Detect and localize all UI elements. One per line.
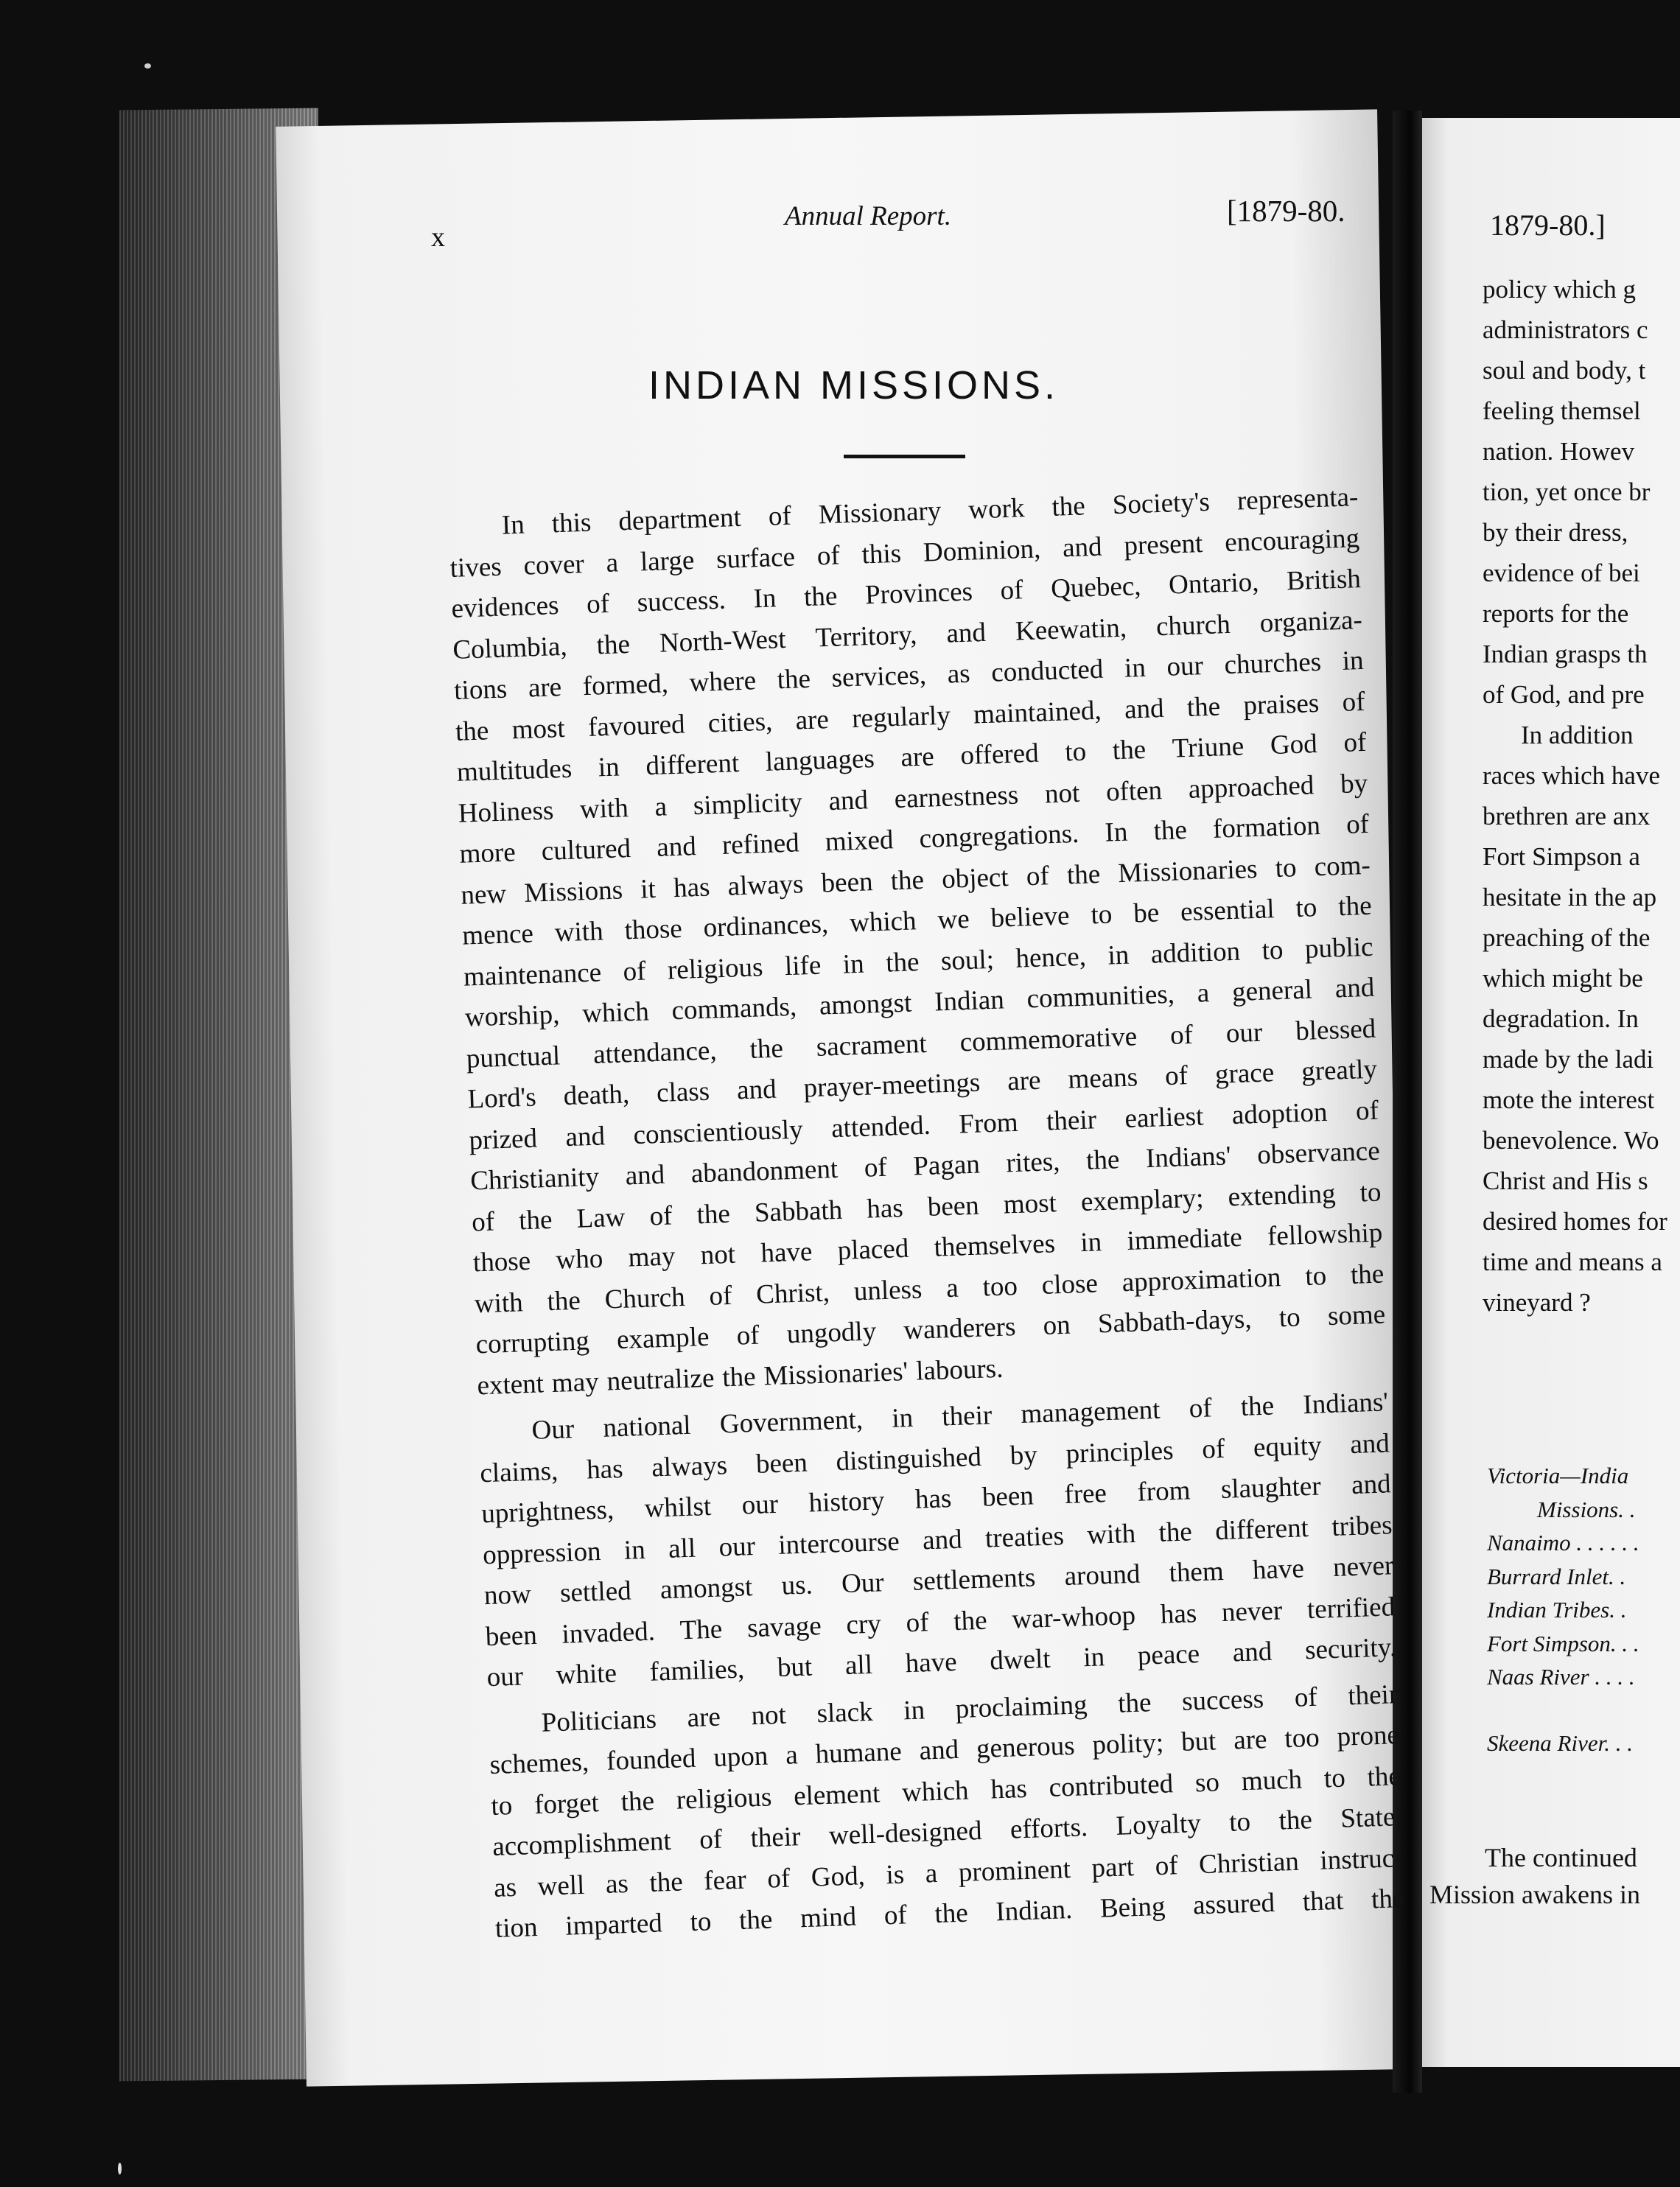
body-line: accomplishment of their well-designed efforts. Loyalty to the State, (491, 1802, 1403, 1862)
body-line: schemes, founded upon a humane and generous polity; but are too prone (489, 1720, 1400, 1781)
text-line: nation. Howev (1483, 437, 1635, 466)
text-line: administrators c (1483, 315, 1648, 344)
body-line: corrupting example of ungodly wanderers on Sabbath-days, to some (475, 1299, 1386, 1360)
body-line: prized and conscientiously attended. From their earliest adoption of (468, 1095, 1379, 1156)
running-head-year: [1879-80. (1227, 194, 1345, 228)
body-line: with the Church of Christ, unless a too close approximation to the (474, 1258, 1385, 1319)
text-line: feeling themsel (1483, 396, 1641, 425)
text-line: time and means a (1483, 1248, 1662, 1276)
body-line: tions are formed, where the services, as conducted in our churches in (453, 645, 1365, 706)
body-line: In this department of Missionary work the Society's representa- (501, 482, 1359, 541)
title-rule (844, 455, 965, 458)
body-line: multitudes in different languages are offered to the Triune God of (456, 727, 1367, 788)
list-item: Missions. . (1537, 1496, 1636, 1522)
body-line: Lord's death, class and prayer-meetings are means of grace greatly (466, 1054, 1378, 1115)
text-line: by their dress, (1483, 518, 1628, 547)
text-line: degradation. In (1483, 1004, 1639, 1033)
body-line: Politicians are not slack in proclaiming the success of their (541, 1679, 1399, 1738)
body-line: more cultured and refined mixed congregations. In the formation of (458, 808, 1370, 869)
text-line: hesitate in the ap (1483, 883, 1657, 911)
body-line: Columbia, the North-West Territory, and Keewatin, church organiza- (452, 604, 1363, 665)
body-line: punctual attendance, the sacrament commemorative of our blessed (466, 1013, 1376, 1074)
text-line: brethren are anx (1483, 802, 1651, 830)
body-line: now settled amongst us. Our settlements around them have never (483, 1550, 1394, 1612)
text-line: made by the ladi (1483, 1045, 1654, 1074)
running-head: Annual Report. (785, 201, 952, 231)
text-line: races which have (1483, 761, 1660, 790)
page-number: x (431, 222, 445, 253)
text-line: Christ and His s (1483, 1166, 1648, 1195)
right-page-text (1483, 269, 1667, 1323)
right-mission-list (1487, 1459, 1639, 1760)
scan-speck (118, 2163, 122, 2174)
body-line: maintenance of religious life in the soul; hence, in addition to public (463, 931, 1374, 993)
right-running-head-year: 1879-80.] (1490, 209, 1606, 242)
body-line: mence with those ordinances, which we believe to be essential to the (461, 890, 1373, 951)
body-line: new Missions it has always been the object of the Missionaries to com- (460, 850, 1371, 911)
text-line: tion, yet once br (1483, 477, 1651, 506)
body-line: oppression in all our intercourse and treaties with the different tribes (482, 1509, 1393, 1570)
text-line: reports for the (1483, 599, 1629, 628)
list-item: Burrard Inlet. . (1487, 1563, 1626, 1589)
body-line: of the Law of the Sabbath has been most exemplary; extending to (471, 1177, 1382, 1237)
right-page (1422, 118, 1680, 2067)
list-item: Nanaimo . . . . . . (1487, 1530, 1639, 1556)
text-line: In addition (1521, 721, 1634, 749)
body-line: Our national Government, in their management of the Indians' (531, 1387, 1389, 1446)
body-line: those who may not have placed themselves in immediate fellowship (472, 1217, 1383, 1278)
text-line: evidence of bei (1483, 559, 1640, 587)
text-line: Fort Simpson a (1483, 842, 1640, 871)
body-line: Christianity and abandonment of Pagan rites, the Indians' observance (469, 1136, 1381, 1197)
text-line: preaching of the (1483, 923, 1651, 952)
text-line: which might be (1483, 964, 1643, 993)
text-line: desired homes for (1483, 1207, 1667, 1236)
text-line: mote the interest (1483, 1085, 1655, 1114)
body-line: Holiness with a simplicity and earnestness not often approached by (458, 768, 1368, 829)
right-page-bottom-text (1429, 1839, 1640, 1913)
body-text (448, 477, 1405, 1949)
body-line: tives cover a large surface of this Dominion, and present encouraging (449, 522, 1360, 584)
body-line: claims, has always been distinguished by principles of equity and (479, 1427, 1390, 1488)
body-line: extent may neutralize the Missionaries' labours. (476, 1353, 1004, 1401)
text-line: policy which g (1483, 275, 1637, 304)
body-line: evidences of success. In the Provinces of Quebec, Ontario, British (450, 563, 1362, 624)
text-line: soul and body, t (1483, 356, 1646, 385)
list-item: Victoria—India (1487, 1463, 1629, 1488)
body-line: to forget the religious element which has contributed so much to the (490, 1760, 1401, 1822)
text-line: of God, and pre (1483, 680, 1645, 709)
text-line: Mission awakens in (1429, 1880, 1640, 1909)
body-line: uprightness, whilst our history has been free from slaughter and (480, 1469, 1392, 1530)
body-line: worship, which commands, amongst Indian communities, a general and (464, 972, 1375, 1033)
text-line: benevolence. Wo (1483, 1126, 1659, 1155)
text-line: Indian grasps th (1483, 640, 1648, 668)
list-item: Skeena River. . . (1487, 1729, 1633, 1756)
scan-speck (144, 63, 151, 69)
list-item: Naas River . . . . (1487, 1664, 1635, 1690)
body-line: as well as the fear of God, is a prominent part of Christian instruc- (493, 1842, 1404, 1903)
body-line: been invaded. The savage cry of the war-whoop has never terrified (485, 1591, 1396, 1652)
text-line: The continued (1485, 1843, 1637, 1872)
body-line: tion imparted to the mind of the Indian. Being assured that the (494, 1883, 1405, 1944)
page-title: INDIAN MISSIONS. (648, 363, 1060, 407)
list-item: Fort Simpson. . . (1487, 1630, 1639, 1656)
text-line: vineyard ? (1483, 1288, 1591, 1317)
list-item: Indian Tribes. . (1487, 1597, 1627, 1623)
body-line: our white families, but all have dwelt in peace and security. (486, 1632, 1397, 1693)
body-line: the most favoured cities, are regularly maintained, and the praises of (455, 686, 1366, 747)
